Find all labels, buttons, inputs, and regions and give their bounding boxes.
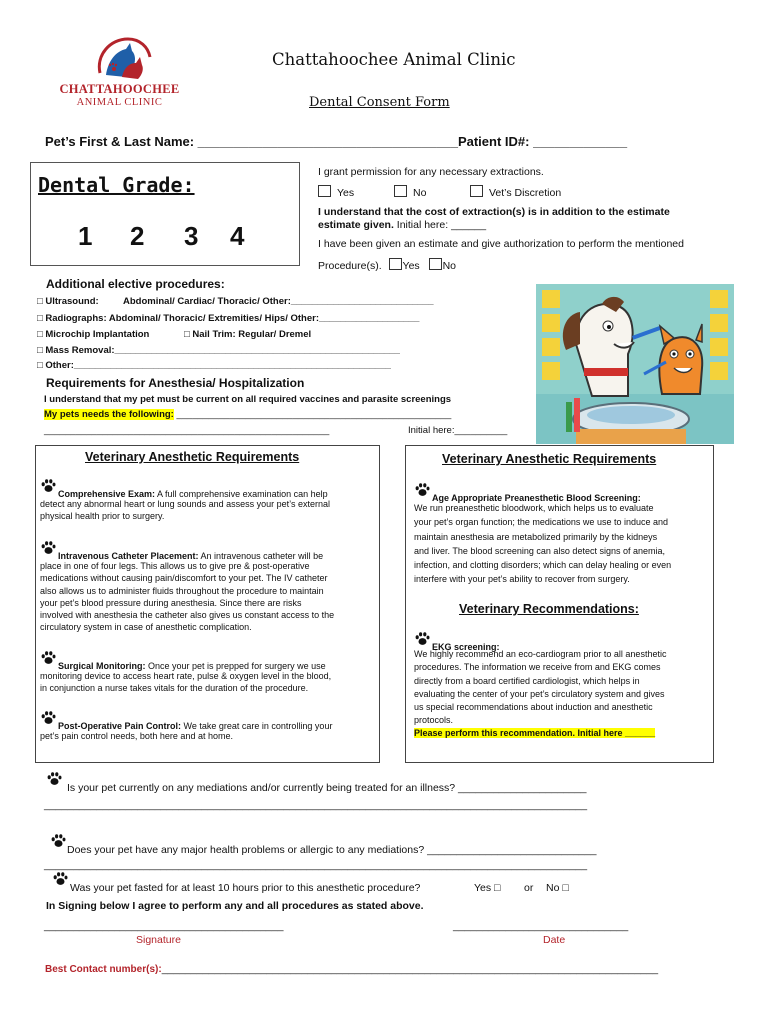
pet-needs-blank[interactable]: ____________________________________________________ <box>173 409 452 420</box>
ultrasound-types[interactable]: Abdominal/ Cardiac/ Thoracic/ Other:___________________________ <box>123 296 434 307</box>
exam-line: A full comprehensive examination can help <box>155 489 328 499</box>
estimate-line-2 <box>318 258 456 272</box>
blood-line: We run preanesthetic bloodwork, which helps us to evaluate <box>414 503 654 514</box>
yes-checkbox[interactable] <box>318 185 331 197</box>
iv-line: involved with anesthesia the catheter also gives us constant access to the <box>40 610 335 621</box>
fasted-or: or <box>524 882 534 894</box>
iv-line: medications without causing pain/discomfort to your pet. The IV catheter <box>40 573 328 584</box>
date-line[interactable]: ______________________________ <box>453 920 629 932</box>
right-box-title: Veterinary Anesthetic Requirements <box>442 452 657 466</box>
paw-icon <box>414 631 430 647</box>
exam-section <box>40 478 376 523</box>
ekg-line: evaluating the center of your pet’s circulatory system and gives <box>414 688 665 699</box>
extraction-no-option[interactable] <box>394 185 426 199</box>
anesthesia-title: Requirements for Anesthesia/ Hospitalization <box>46 376 305 390</box>
mass-removal-option[interactable]: □ Mass Removal:______________________________________________________ <box>37 345 400 356</box>
iv-section <box>40 540 376 633</box>
exam-line: physical health prior to surgery. <box>40 511 165 522</box>
logo-subtitle: ANIMAL CLINIC <box>76 97 163 108</box>
question-medications-line[interactable]: _____________________________________________________________________________________________ <box>44 799 588 811</box>
paw-icon <box>40 650 56 666</box>
grade-option-1[interactable]: 1 <box>78 221 93 251</box>
paw-icon <box>52 871 68 887</box>
blood-line: infection, and clotting disorders; which can delay healing or even <box>414 560 672 571</box>
logo-name: CHATTAHOOCHEE <box>59 82 180 96</box>
estimate-line-1: I have been given an estimate and give authorization to perform the mentioned <box>318 238 684 250</box>
monitoring-section <box>40 650 376 695</box>
signature-label: Signature <box>136 934 181 946</box>
nail-trim-option[interactable]: □ Nail Trim: Regular/ Dremel <box>184 329 312 340</box>
question-medications[interactable]: Is your pet currently on any mediations and/or currently being treated for an illness? ______________________ <box>67 782 587 794</box>
blood-screening-section <box>414 482 710 585</box>
ekg-line: procedures. The information we receive from and EKG comes <box>414 662 661 673</box>
microchip-option[interactable]: □ Microchip Implantation <box>37 329 150 340</box>
grade-option-2[interactable]: 2 <box>130 221 145 251</box>
cost-initial[interactable]: Initial here: ______ <box>393 219 487 231</box>
ultrasound-option[interactable]: □ Ultrasound: <box>37 296 99 307</box>
fasted-no-option[interactable]: No □ <box>546 882 569 894</box>
discretion-checkbox[interactable] <box>470 185 483 197</box>
signature-line[interactable]: _________________________________________ <box>44 920 284 932</box>
ekg-title: EKG screening: <box>432 642 500 652</box>
grade-option-3[interactable]: 3 <box>184 221 199 251</box>
exam-title: Comprehensive Exam: <box>58 489 156 499</box>
paw-icon <box>40 478 56 494</box>
paw-icon <box>40 710 56 726</box>
pet-name-id-line[interactable]: Pet’s First & Last Name: ____________________________________Patient ID#: _____________ <box>45 134 628 149</box>
blood-title: Age Appropriate Preanesthetic Blood Screening: <box>432 493 641 503</box>
pain-line: We take great care in controlling your <box>181 721 333 731</box>
pain-section <box>40 710 376 742</box>
extraction-yes-option[interactable] <box>318 185 354 199</box>
clinic-title: Chattahoochee Animal Clinic <box>272 50 516 69</box>
anesthesia-initial[interactable]: Initial here:__________ <box>408 425 508 436</box>
contact-label: Best Contact number(s): <box>45 964 162 975</box>
iv-line: circulatory system in case of anesthetic complication. <box>40 622 252 633</box>
iv-title: Intravenous Catheter Placement: <box>58 551 199 561</box>
pain-line: pet’s pain control needs, both here and at home. <box>40 731 233 742</box>
ekg-line: We highly recommend an eco-cardiogram prior to all anesthetic <box>414 649 667 660</box>
dog-cat-brushing-teeth-illustration <box>536 284 734 444</box>
date-label: Date <box>543 934 566 946</box>
contact-line[interactable] <box>45 963 658 975</box>
form-title: Dental Consent Form <box>309 95 450 110</box>
iv-line: An intravenous catheter will be <box>198 551 324 561</box>
contact-blank[interactable]: _____________________________________________________________________________________ <box>161 963 659 975</box>
estimate-yes-checkbox[interactable] <box>389 258 402 270</box>
elective-title: Additional elective procedures: <box>46 277 225 291</box>
cost-line-2 <box>318 219 486 231</box>
cost-line-1: I understand that the cost of extraction(s) is in addition to the estimate <box>318 206 670 218</box>
blood-line: interfere with your pet’s ability to recover from surgery. <box>414 574 630 585</box>
question-health-problems[interactable]: Does your pet have any major health problems or allergic to any mediations? _____________________________ <box>67 844 597 856</box>
dental-grade-title: Dental Grade: <box>38 173 195 197</box>
yes-label: Yes <box>337 187 355 199</box>
radiographs-option[interactable]: □ Radiographs: Abdominal/ Thoracic/ Extremities/ Hips/ Other:___________________ <box>37 313 420 324</box>
paw-icon <box>50 833 66 849</box>
extraction-permission: I grant permission for any necessary extractions. <box>318 166 544 178</box>
no-label: No <box>413 187 427 199</box>
estimate-no-label: No <box>442 260 457 272</box>
blood-line: maintain anesthesia are metabolized primarily by the kidneys <box>414 531 658 542</box>
signing-statement: In Signing below I agree to perform any and all procedures as stated above. <box>46 900 424 912</box>
pet-needs-label: My pets needs the following: <box>44 409 174 420</box>
extraction-discretion-option[interactable] <box>470 185 561 199</box>
estimate-yes-label: Yes <box>402 260 420 272</box>
grade-option-4[interactable]: 4 <box>230 221 245 251</box>
ekg-line: directly from a board certified cardiologist, which helps in <box>414 675 640 686</box>
iv-line: place in one of four legs. This allows us to give pre & post-operative <box>40 561 310 572</box>
question-fasted: Was your pet fasted for at least 10 hours prior to this anesthetic procedure? <box>70 882 421 894</box>
exam-line: detect any abnormal heart or lung sounds and assess your pet’s external <box>40 499 331 510</box>
monitoring-title: Surgical Monitoring: <box>58 661 146 671</box>
ekg-line: protocols. <box>414 715 454 726</box>
blood-line: your pet’s organ function; the medications we use to induce and <box>414 517 668 528</box>
other-option[interactable]: □ Other:____________________________________________________________ <box>37 360 391 371</box>
monitoring-line: Once your pet is prepped for surgery we use <box>145 661 326 671</box>
question-health-line[interactable]: _____________________________________________________________________________________________ <box>44 859 588 871</box>
clinic-logo <box>52 33 187 115</box>
recommendations-title: Veterinary Recommendations: <box>459 602 639 616</box>
blood-line: and liver. The blood screening can also detect signs of anemia, <box>414 545 665 556</box>
paw-icon <box>414 482 430 498</box>
estimate-no-checkbox[interactable] <box>429 258 442 270</box>
cost-line-2-bold: estimate given. <box>318 219 394 231</box>
no-checkbox[interactable] <box>394 185 407 197</box>
dog-cat-logo-icon <box>92 33 152 81</box>
monitoring-line: in conjunction a nurse takes vitals for the duration of the procedure. <box>40 683 309 694</box>
iv-line: also allows us to administer fluids throughout the procedure to maintain <box>40 585 324 596</box>
ekg-section <box>414 631 710 740</box>
paw-icon <box>40 540 56 556</box>
pet-needs-line-2[interactable]: ______________________________________________________ <box>44 425 330 436</box>
estimate-procedures: Procedure(s). <box>318 260 382 272</box>
anesthesia-understand: I understand that my pet must be current on all required vaccines and parasite screenings <box>44 394 452 405</box>
iv-line: your pet’s blood pressure during anesthesia. Since there are risks <box>40 597 302 608</box>
pet-needs-line[interactable] <box>44 409 451 420</box>
paw-icon <box>46 771 62 787</box>
ekg-line: us special recommendations about induction and anesthetic <box>414 702 653 713</box>
discretion-label: Vet’s Discretion <box>489 187 562 199</box>
monitoring-line: monitoring device to access heart rate, pulse & oxygen level in the blood, <box>40 671 332 682</box>
pain-title: Post-Operative Pain Control: <box>58 721 182 731</box>
fasted-yes-option[interactable]: Yes □ <box>474 882 501 894</box>
ekg-initial-note[interactable]: Please perform this recommendation. Initial here ______ <box>414 728 656 739</box>
left-box-title: Veterinary Anesthetic Requirements <box>85 450 300 464</box>
